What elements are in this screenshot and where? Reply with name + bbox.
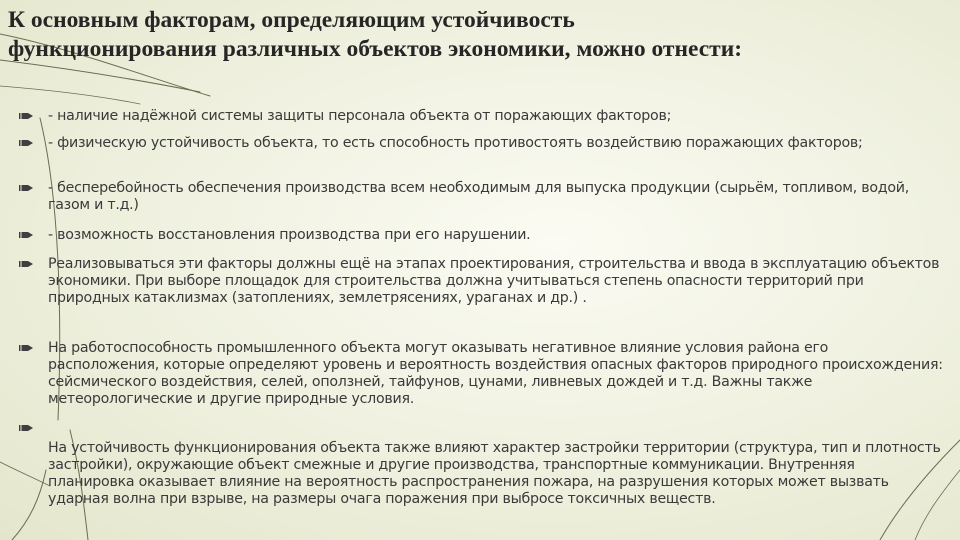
slide-title: К основным факторам, определяющим устойчивость функционирования различных объектов экономики, можно отнести: bbox=[8, 7, 743, 62]
bullet-text: На работоспособность промышленного объекта могут оказывать негативное влияние условия района его расположения, которые определяют уровень и вероятность воздействия опасных факторов природного происхождения: сейсмического воздействия, селей, оползней, тайфунов, цунами, ливневых дождей и т.д. Важны также метеорологические и другие природные условия. bbox=[48, 340, 943, 407]
bullet-text: На устойчивость функционирования объекта также влияют характер застройки территории (структура, тип и плотность застройки), окружающие объект смежные и другие производства, транспортные коммуникации. Внутренняя планировка оказывает влияние на вероятность распространения пожара, на разрушения которых может вызвать ударная волна при взрыве, на размеры очага поражения при выбросе токсичных веществ. bbox=[48, 440, 941, 507]
bullet-item bbox=[48, 440, 943, 508]
bullet-text: - наличие надёжной системы защиты персонала объекта от поражающих факторов; bbox=[48, 108, 672, 124]
pencil-icon bbox=[18, 108, 34, 124]
bullet-item bbox=[48, 180, 943, 214]
pencil-icon bbox=[18, 180, 34, 196]
pencil-icon bbox=[18, 135, 34, 151]
pencil-icon bbox=[18, 420, 34, 436]
bullet-text: Реализовываться эти факторы должны ещё на этапах проектирования, строительства и ввода в эксплуатацию объектов экономики. При выборе площадок для строительства должна учитываться степень опасности территорий при природных катаклизмах (затоплениях, землетрясениях, ураганах и др.) . bbox=[48, 256, 940, 306]
bullet-item bbox=[48, 135, 943, 152]
pencil-icon bbox=[18, 256, 34, 272]
bullet-text: - бесперебойность обеспечения производства всем необходимым для выпуска продукции (сырьём, топливом, водой, газом и т.д.) bbox=[48, 180, 909, 213]
bullet-item bbox=[48, 340, 943, 408]
bullet-item bbox=[48, 256, 943, 307]
bullet-text: - физическую устойчивость объекта, то есть способность противостоять воздействию поражающих факторов; bbox=[48, 135, 863, 151]
pencil-icon bbox=[18, 227, 34, 243]
bullet-item bbox=[48, 227, 943, 244]
bullet-item bbox=[48, 108, 943, 125]
pencil-icon bbox=[18, 340, 34, 356]
bullet-text: - возможность восстановления производства при его нарушении. bbox=[48, 227, 531, 243]
